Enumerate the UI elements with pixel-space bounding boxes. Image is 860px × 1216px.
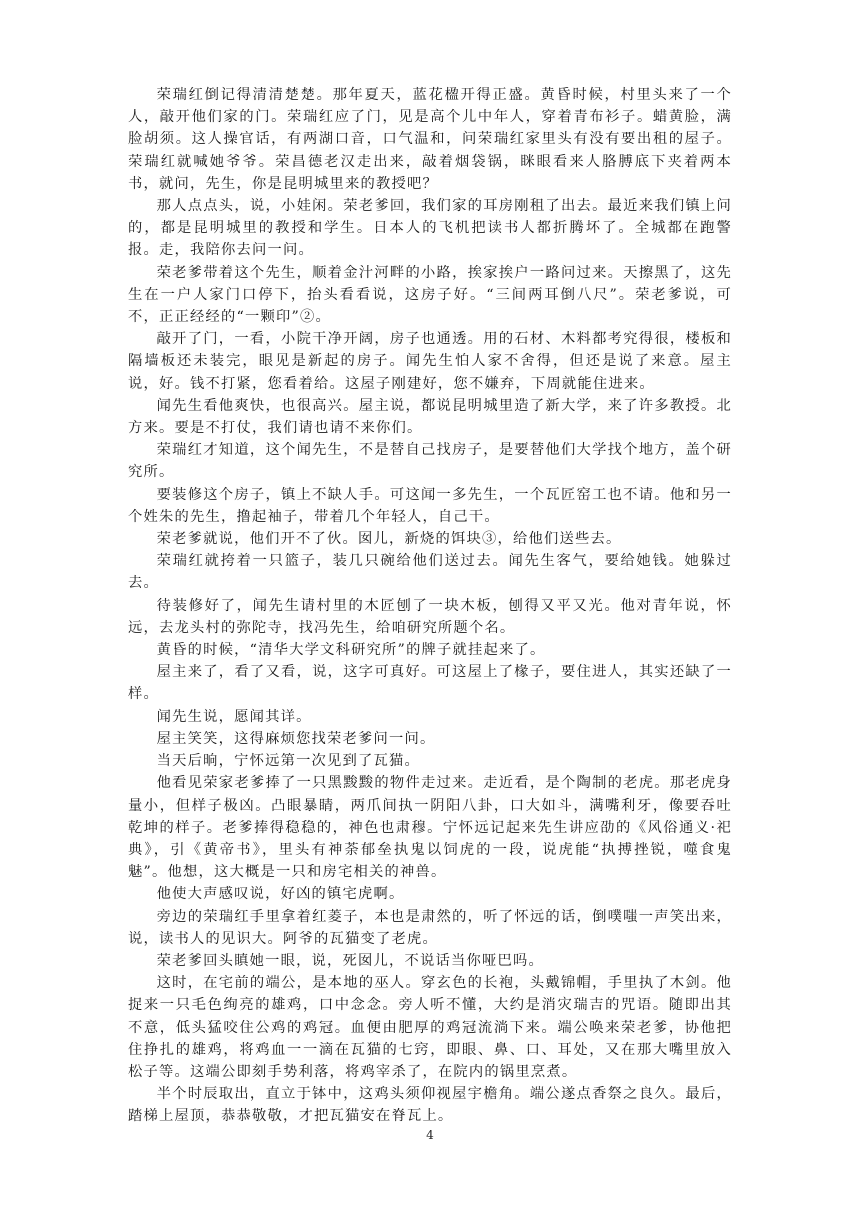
paragraph: 闻先生看他爽快，也很高兴。屋主说，都说昆明城里造了新大学，来了许多教授。北方来。要是不打仗，我们请也请不来你们。 bbox=[128, 397, 732, 437]
paragraph: 他使大声感叹说，好凶的镇宅虎啊。 bbox=[156, 886, 405, 903]
paragraph: 那人点点头，说，小娃闲。荣老爹回，我们家的耳房刚租了出去。最近来我们镇上问的，都是昆明城里的教授和学生。日本人的飞机把读书人都折腾坏了。全城都在跑警报。走，我陪你去问一问。 bbox=[128, 198, 732, 259]
paragraph: 敲开了门，一看，小院干净开阔，房子也通透。用的石材、木料都考究得很，楼板和隔墙板还未装完，眼见是新起的房子。闻先生怕人家不舍得，但还是说了来意。屋主说，好。钱不打紧，您看着给。这屋子刚建好，您不嫌弃，下周就能住进来。 bbox=[128, 331, 732, 392]
paragraph: 这时，在宅前的端公，是本地的巫人。穿玄色的长袍，头戴锦帽，手里执了木剑。他捉来一只毛色绚亮的雄鸡，口中念念。旁人听不懂，大约是消灾瑞吉的咒语。随即出其不意，低头猛咬住公鸡的鸡冠。血便由肥厚的鸡冠流淌下来。端公唤来荣老爹，协他把住挣扎的雄鸡，将鸡血一一滴在瓦猫的七窍，即眼、鼻、口、耳处，又在那大嘴里放入松子等。这端公即刻手势利落，将鸡宰杀了，在院内的锅里烹煮。 bbox=[128, 975, 732, 1080]
paragraph: 待装修好了，闻先生请村里的木匠刨了一块木板，刨得又平又光。他对青年说，怀远，去龙头村的弥陀寺，找冯先生，给咱研究所题个名。 bbox=[128, 597, 732, 636]
paragraph: 当天后晌，宁怀远第一次见到了瓦猫。 bbox=[156, 753, 421, 770]
page-number: 4 bbox=[426, 1128, 434, 1142]
paragraph: 黄昏的时候，“清华大学文科研究所”的牌子就挂起来了。 bbox=[156, 642, 546, 659]
body-text bbox=[128, 84, 732, 1128]
paragraph: 屋主笑笑，这得麻烦您找荣老爹问一问。 bbox=[156, 730, 436, 747]
paragraph: 荣瑞红倒记得清清楚楚。那年夏天，蓝花楹开得正盛。黄昏时候，村里头来了一个人，敲开他们家的门。荣瑞红应了门，见是高个儿中年人，穿着青布衫子。蜡黄脸，满脸胡须。这人操官话，有两湖口音，口气温和，问荣瑞红家里头有没有要出租的屋子。荣瑞红就喊她爷爷。荣昌德老汉走出来，敲着烟袋锅，眯眼看来人胳膊底下夹着两本书，就问，先生，你是昆明城里来的教授吧？ bbox=[128, 87, 732, 192]
paragraph: 荣老爹回头瞋她一眼，说，死囡儿，不说话当你哑巴吗。 bbox=[156, 952, 545, 969]
paragraph: 荣老爹就说，他们开不了伙。囡儿，新烧的饵块③，给他们送些去。 bbox=[156, 531, 622, 548]
paragraph: 荣老爹带着这个先生，顺着金汁河畔的小路，挨家挨户一路问过来。天擦黑了，这先生在一户人家门口停下，抬头看看说，这房子好。“三间两耳倒八尺”。荣老爹说，可不，正正经经的“一颗印”②。 bbox=[128, 264, 732, 326]
paragraph: 荣瑞红才知道，这个闻先生，不是替自己找房子，是要替他们大学找个地方，盖个研究所。 bbox=[128, 442, 732, 481]
paragraph: 屋主来了，看了又看，说，这字可真好。可这屋上了椽子，要住进人，其实还缺了一样。 bbox=[128, 664, 732, 703]
paragraph: 旁边的荣瑞红手里拿着红菱子，本也是肃然的，听了怀远的话，倒噗嗤一声笑出来，说，读书人的见识大。阿爷的瓦猫变了老虎。 bbox=[128, 908, 732, 947]
paragraph: 闻先生说，愿闻其详。 bbox=[156, 708, 312, 725]
paragraph: 半个时辰取出，直立于钵中，这鸡头须仰视屋宇檐角。端公遂点香祭之良久。最后，踏梯上屋顶，恭恭敬敬，才把瓦猫安在脊瓦上。 bbox=[128, 1086, 732, 1125]
paragraph: 荣瑞红就挎着一只篮子，装几只碗给他们送过去。闻先生客气，要给她钱。她躲过去。 bbox=[128, 553, 732, 592]
paragraph: 他看见荣家老爹捧了一只黑黢黢的物件走过来。走近看，是个陶制的老虎。那老虎身量小，但样子极凶。凸眼暴睛，两爪间执一阴阳八卦，口大如斗，满嘴利牙，像要吞吐乾坤的样子。老爹捧得稳稳的，神色也肃穆。宁怀远记起来先生讲应劭的《风俗通义·祀典》，引《黄帝书》，里头有神荼郁垒执鬼以饲虎的一段，说虎能“执搏挫锐，噬食鬼魅”。他想，这大概是一只和房宅相关的神兽。 bbox=[128, 775, 732, 881]
paragraph: 要装修这个房子，镇上不缺人手。可这闻一多先生，一个瓦匠窑工也不请。他和另一个姓朱的先生，撸起袖子，带着几个年轻人，自己干。 bbox=[128, 486, 732, 525]
